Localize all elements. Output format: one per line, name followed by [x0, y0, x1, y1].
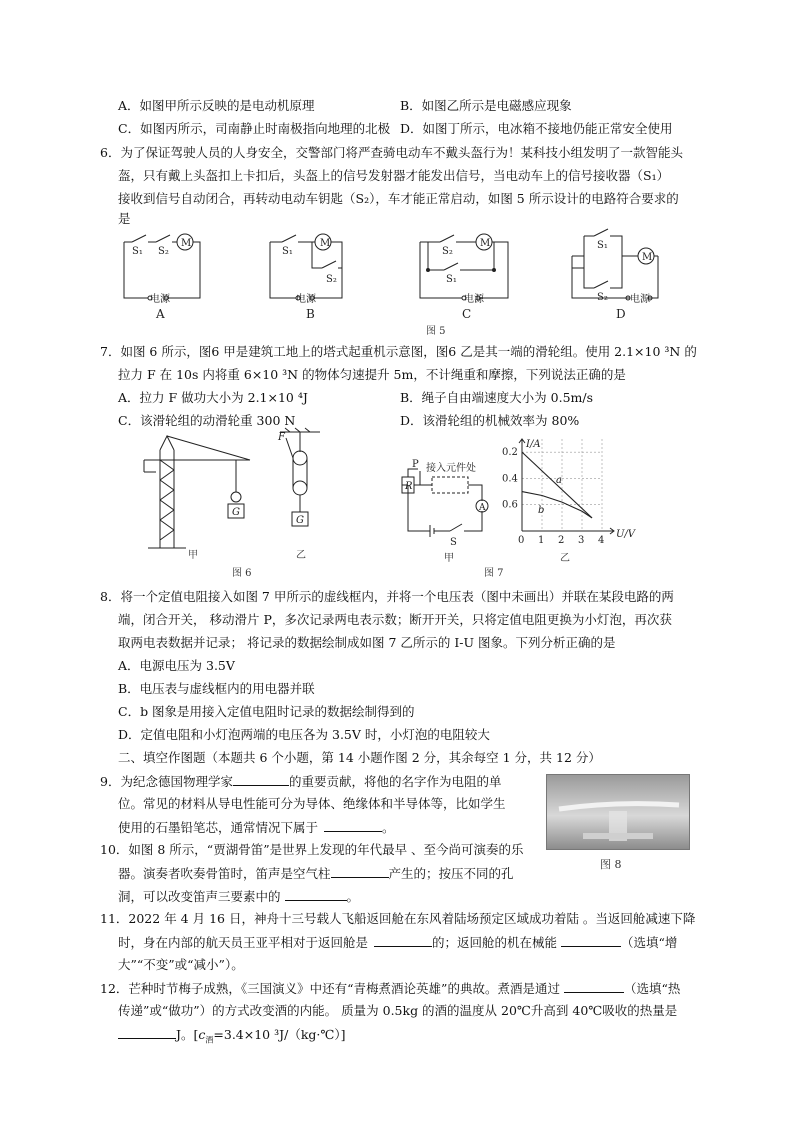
fig5-label-a: A: [156, 307, 165, 321]
q8-line-3: 取两电表数据并记录； 将记录的数据绘制成如图 7 乙所示的 I-U 图象。下列分析正确的是: [118, 635, 616, 650]
fig5-d-motor: M: [642, 252, 653, 263]
q5-option-a: A．如图甲所示反映的是电动机原理: [118, 98, 315, 113]
circuit-c: [420, 234, 508, 300]
fig5-c-s2: S₂: [442, 246, 453, 257]
q5-option-c: C．如图丙所示，司南静止时南极指向地理的北极: [118, 121, 391, 136]
fig6-f: F: [278, 432, 285, 443]
q12-line-3-c-sub: 酒: [205, 1035, 214, 1045]
fig7-xtick-1: 1: [538, 535, 545, 546]
q10-line-2-b: 产生的；按压不同的孔: [388, 866, 514, 881]
q8-option-d: D．定值电阻和小灯泡两端的电压各为 3.5V 时，小灯泡的电阻较大: [118, 727, 490, 742]
q6-line-2: 盔，只有戴上头盔扣上卡扣后，头盔上的信号发射器才能发出信号，当电动车上的信号接收器（S₁）: [118, 168, 670, 183]
circuit-d: [572, 229, 658, 300]
fig5-label-d: D: [616, 307, 626, 321]
q8-option-b: B．电压表与虚线框内的用电器并联: [118, 681, 315, 696]
fig6-jia: 甲: [188, 550, 198, 561]
q9-line-3-a: 使用的石墨铅笔芯，通常情况下属于: [118, 820, 319, 835]
fig7-s: S: [450, 537, 457, 548]
fig7-graph: [502, 439, 637, 546]
figure-8-bone-flute-photo: [546, 774, 690, 850]
q11-line-3: 大”“不变”或“减小”）。: [118, 957, 244, 972]
fig5-b-s2: S₂: [326, 274, 337, 285]
q11-blank-1[interactable]: [374, 934, 432, 947]
q7-line-2: 拉力 F 在 10s 内将重 6×10 ³N 的物体匀速提升 5m，不计绳重和摩擦，下列说法正确的是: [118, 367, 626, 382]
fig7-xtick-4: 4: [598, 535, 605, 546]
bone-flute-drawing: [547, 775, 689, 849]
fig6-yi: 乙: [296, 550, 306, 561]
figure-7: [390, 435, 640, 580]
q9-line-1-a: 9．为纪念德国物理学家: [100, 774, 233, 789]
q10-line-2-a: 器。演奏者吹奏骨笛时，笛声是空气柱: [118, 866, 331, 881]
fig6-caption: 图 6: [232, 568, 252, 579]
q7-option-b: B．绳子自由端速度大小为 0.5m/s: [400, 390, 594, 405]
q11-line-2-a: 时，身在内部的航天员王亚平相对于返回舱是: [118, 935, 369, 950]
fig7-xtick-2: 2: [558, 535, 565, 546]
circuit-b: [270, 234, 342, 300]
fig5-a-motor: M: [181, 238, 192, 249]
q10-line-3-b: 。: [346, 889, 360, 904]
q7-line-1: 7．如图 6 所示，图6 甲是建筑工地上的塔式起重机示意图，图6 乙是其一端的滑轮组。使用 2.1×10 ³N 的: [100, 344, 697, 359]
fig5-b-s1: S₁: [282, 246, 293, 257]
figure-6: [140, 430, 360, 580]
q11-line-2-c: （选填“增: [621, 935, 678, 950]
fig6-g-crane: G: [232, 507, 240, 518]
q7-option-a: A．拉力 F 做功大小为 2.1×10 ⁴J: [118, 390, 308, 405]
fig5-a-source: 电源: [150, 294, 170, 305]
fig5-d-s1: S₁: [597, 240, 608, 251]
fig5-d-s2: S₂: [597, 292, 608, 303]
q10-line-2: [118, 865, 514, 882]
q12-line-3: [118, 1026, 346, 1049]
fig7-yi: 乙: [560, 553, 570, 564]
q12-line-3-c-symbol: c: [198, 1027, 206, 1042]
fig5-caption: 图 5: [426, 326, 446, 337]
fig5-label-c: C: [462, 307, 472, 321]
q10-blank-1[interactable]: [331, 865, 389, 878]
fig5-c-motor: M: [480, 238, 491, 249]
q6-line-3: 接收到信号自动闭合，再转动电动车钥匙（S₂），车才能正常启动，如图 5 所示设计的电路符合要求的: [118, 191, 679, 206]
q11-line-1: 11．2022 年 4 月 16 日，神舟十三号载人飞船返回舱在东风着陆场预定区域成功着陆 。当返回舱减速下降: [100, 911, 696, 926]
q7-option-c: C．该滑轮组的动滑轮重 300 N: [118, 413, 296, 428]
q10-line-3: [118, 888, 359, 905]
section-2-heading: 二、填空作图题（本题共 6 个小题，第 14 小题作图 2 分，其余每空 1 分，共 12 分）: [118, 750, 601, 765]
fig5-c-s1: S₁: [446, 274, 457, 285]
q12-blank-2[interactable]: [118, 1026, 176, 1039]
fig7-r: R: [405, 481, 413, 492]
q9-line-1: [100, 773, 501, 790]
q8-line-2: 端，闭合开关， 移动滑片 P，多次记录两电表示数；断开开关，只将定值电阻更换为小灯泡，再次获: [118, 612, 672, 627]
q10-blank-2[interactable]: [285, 888, 347, 901]
fig7-line-a-label: a: [556, 475, 562, 486]
q10-line-3-a: 洞，可以改变笛声三要素中的: [118, 889, 281, 904]
figure-5-circuits: [110, 228, 653, 337]
fig5-a-s2: S₂: [158, 246, 169, 257]
q5-option-b: B．如图乙所示是电磁感应现象: [400, 98, 572, 113]
q12-line-3-d: =3.4×10 ³J/（kg·℃）]: [213, 1027, 346, 1042]
fig7-p: P: [412, 459, 419, 470]
q12-line-1-a: 12．芒种时节梅子成熟，《三国演义》中还有“青梅煮酒论英雄”的典故。煮酒是通过: [100, 981, 560, 996]
q9-blank-1[interactable]: [233, 773, 289, 786]
q12-blank-1[interactable]: [564, 980, 624, 993]
q11-line-2: [118, 934, 677, 951]
q7-option-d: D．该滑轮组的机械效率为 80%: [400, 413, 580, 428]
fig7-caption: 图 7: [484, 568, 504, 579]
q6-line-1: 6．为了保证驾驶人员的人身安全，交警部门将严查骑电动车不戴头盔行为！某科技小组发明了一款智能头: [100, 145, 683, 160]
fig6-g-pulley: G: [296, 515, 304, 526]
q12-line-1-b: （选填“热: [623, 981, 681, 996]
q8-option-c: C．b 图象是用接入定值电阻时记录的数据绘制得到的: [118, 704, 415, 719]
fig7-ytick-0.4: 0.4: [502, 473, 518, 485]
q9-line-3-b: 。: [382, 820, 395, 835]
fig5-d-source: 电源: [630, 294, 650, 305]
q9-line-2: 位。常见的材料从导电性能可分为导体、绝缘体和半导体等，比如学生: [118, 796, 506, 811]
figure-8-caption: 图 8: [600, 858, 622, 871]
fig7-ytick-0.2: 0.2: [502, 447, 518, 459]
q9-line-3: [118, 819, 395, 836]
q11-line-2-b: 的；返回舱的机在械能: [432, 935, 558, 950]
q12-line-3-a: J。[: [176, 1027, 199, 1042]
q8-line-1: 8．将一个定值电阻接入如图 7 甲所示的虚线框内，并将一个电压表（图中未画出）并联在某段电路的两: [100, 589, 674, 604]
fig5-a-s1: S₁: [132, 246, 143, 257]
fig7-xtick-3: 3: [578, 535, 585, 546]
fig7-ytick-0.6: 0.6: [502, 499, 518, 511]
fig7-ammeter: A: [479, 503, 486, 513]
q9-blank-2[interactable]: [324, 819, 382, 832]
q10-line-1: 10．如图 8 所示，“贾湖骨笛”是世界上发现的年代最早 、至今尚可演奏的乐: [100, 842, 524, 857]
fig7-jia: 甲: [444, 553, 454, 564]
series-line-b: [522, 492, 592, 518]
fig7-ylabel: I/A: [526, 439, 541, 450]
fig7-xlabel: U/V: [616, 529, 636, 540]
fig7-xtick-0: 0: [518, 535, 525, 546]
fig7-box-label: 接入元件处: [426, 463, 476, 474]
q6-line-4: 是: [118, 211, 131, 226]
q12-line-2: 传递”或“做功”）的方式改变酒的内能。 质量为 0.5kg 的酒的温度从 20℃升高到 40℃吸收的热量是: [118, 1003, 678, 1018]
fig5-b-motor: M: [320, 238, 331, 249]
q5-option-d: D．如图丁所示，电冰箱不接地仍能正常安全使用: [400, 121, 673, 136]
q12-line-1: [100, 980, 680, 997]
fig5-b-source: 电源: [296, 294, 316, 305]
fig5-label-b: B: [306, 307, 315, 321]
q9-line-1-b: 的重要贡献，将他的名字作为电阻的单: [288, 774, 502, 789]
fig7-line-b-label: b: [538, 505, 545, 516]
q11-blank-2[interactable]: [561, 934, 621, 947]
q8-option-a: A．电源电压为 3.5V: [118, 658, 235, 673]
fig5-c-source: 电源: [464, 294, 484, 305]
